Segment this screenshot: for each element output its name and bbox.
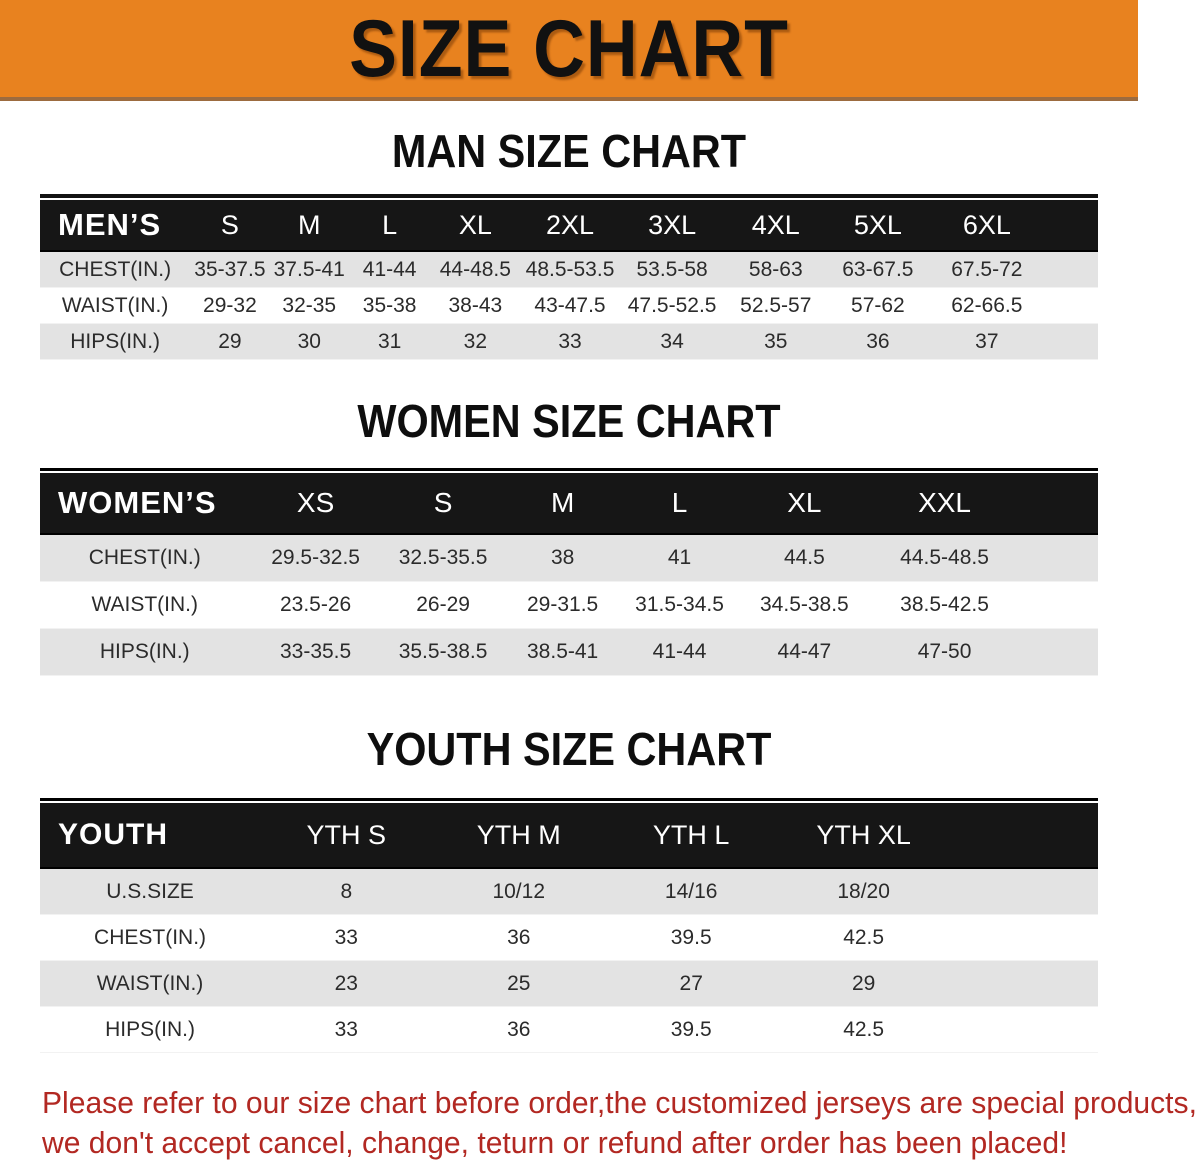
cell: 39.5 [605,1007,777,1053]
notice-line-2: we don't accept cancel, change, teturn or refund after order has been placed! [42,1125,1068,1160]
spacer-cell [1045,252,1098,288]
women-column-header: M [504,471,620,535]
cell: 36 [827,324,929,360]
cell: 31 [349,324,430,360]
youth-column-header: YTH XL [777,801,949,869]
section-heading-women: WOMEN SIZE CHART [357,395,781,447]
cell: 67.5-72 [929,252,1045,288]
section-heading-youth: YOUTH SIZE CHART [366,723,772,775]
cell: 29.5-32.5 [249,535,381,582]
cell: 35.5-38.5 [382,629,505,676]
cell: 42.5 [777,915,949,961]
cell: 32.5-35.5 [382,535,505,582]
banner [0,0,1138,101]
cell: 44-48.5 [430,252,520,288]
men-column-header: 3XL [620,198,725,252]
cell: 62-66.5 [929,288,1045,324]
men-column-header: L [349,198,430,252]
cell: 26-29 [382,582,505,629]
row-label: CHEST(IN.) [40,915,260,961]
men-column-header: M [270,198,349,252]
spacer-cell [1019,471,1098,535]
men-chest-row [40,252,1098,288]
banner-title: SIZE CHART [349,2,789,94]
cell: 33 [260,1007,432,1053]
cell: 38.5-42.5 [871,582,1019,629]
cell: 27 [605,961,777,1007]
row-label: HIPS(IN.) [40,324,190,360]
cell: 34 [620,324,725,360]
row-label: HIPS(IN.) [40,629,249,676]
spacer-cell [950,1007,1098,1053]
cell: 47.5-52.5 [620,288,725,324]
men-group-label: MEN’S [40,198,190,252]
men-column-header: 6XL [929,198,1045,252]
youth-size-table [40,798,1098,1053]
cell: 32-35 [270,288,349,324]
women-column-header: XXL [871,471,1019,535]
cell: 36 [433,1007,605,1053]
cell: 36 [433,915,605,961]
cell: 44-47 [738,629,870,676]
cell: 41-44 [349,252,430,288]
row-label: WAIST(IN.) [40,961,260,1007]
spacer-cell [950,801,1098,869]
women-hips-row [40,629,1098,676]
men-size-table [40,194,1098,360]
men-column-header: 5XL [827,198,929,252]
cell: 44.5 [738,535,870,582]
men-hips-row [40,324,1098,360]
spacer-cell [1019,582,1098,629]
cell: 33-35.5 [249,629,381,676]
cell: 32 [430,324,520,360]
spacer-cell [1045,288,1098,324]
cell: 37.5-41 [270,252,349,288]
section-heading-men: MAN SIZE CHART [391,125,747,177]
cell: 53.5-58 [620,252,725,288]
youth-waist-row [40,961,1098,1007]
cell: 38.5-41 [504,629,620,676]
cell: 35 [724,324,827,360]
cell: 29 [777,961,949,1007]
cell: 29-31.5 [504,582,620,629]
spacer-cell [950,915,1098,961]
cell: 52.5-57 [724,288,827,324]
women-column-header: XL [738,471,870,535]
row-label: HIPS(IN.) [40,1007,260,1053]
order-notice [42,1083,1197,1163]
row-label: CHEST(IN.) [40,535,249,582]
men-column-header: 2XL [520,198,619,252]
cell: 41 [621,535,738,582]
cell: 44.5-48.5 [871,535,1019,582]
cell: 35-38 [349,288,430,324]
men-header-row [40,198,1098,252]
cell: 30 [270,324,349,360]
cell: 23 [260,961,432,1007]
youth-ussize-row [40,869,1098,915]
cell: 41-44 [621,629,738,676]
men-column-header: S [190,198,269,252]
cell: 29 [190,324,269,360]
notice-line-1: Please refer to our size chart before order,the customized jerseys are special products, [42,1085,1197,1120]
women-column-header: XS [249,471,381,535]
youth-column-header: YTH S [260,801,432,869]
youth-hips-row [40,1007,1098,1053]
row-label: WAIST(IN.) [40,582,249,629]
cell: 48.5-53.5 [520,252,619,288]
spacer-cell [1045,198,1098,252]
cell: 58-63 [724,252,827,288]
men-waist-row [40,288,1098,324]
spacer-cell [1019,535,1098,582]
cell: 33 [520,324,619,360]
row-label: CHEST(IN.) [40,252,190,288]
men-column-header: XL [430,198,520,252]
women-group-label: WOMEN’S [40,471,249,535]
youth-column-header: YTH L [605,801,777,869]
women-column-header: S [382,471,505,535]
cell: 38 [504,535,620,582]
cell: 37 [929,324,1045,360]
youth-group-label: YOUTH [40,801,260,869]
cell: 31.5-34.5 [621,582,738,629]
cell: 47-50 [871,629,1019,676]
youth-column-header: YTH M [433,801,605,869]
cell: 18/20 [777,869,949,915]
row-label: U.S.SIZE [40,869,260,915]
cell: 42.5 [777,1007,949,1053]
women-header-row [40,471,1098,535]
cell: 39.5 [605,915,777,961]
cell: 43-47.5 [520,288,619,324]
spacer-cell [950,869,1098,915]
youth-chest-row [40,915,1098,961]
cell: 10/12 [433,869,605,915]
cell: 57-62 [827,288,929,324]
cell: 38-43 [430,288,520,324]
cell: 63-67.5 [827,252,929,288]
cell: 35-37.5 [190,252,269,288]
women-chest-row [40,535,1098,582]
women-column-header: L [621,471,738,535]
cell: 33 [260,915,432,961]
women-size-table [40,468,1098,676]
cell: 23.5-26 [249,582,381,629]
spacer-cell [1045,324,1098,360]
women-waist-row [40,582,1098,629]
cell: 25 [433,961,605,1007]
spacer-cell [1019,629,1098,676]
men-column-header: 4XL [724,198,827,252]
row-label: WAIST(IN.) [40,288,190,324]
cell: 29-32 [190,288,269,324]
youth-header-row [40,801,1098,869]
cell: 34.5-38.5 [738,582,870,629]
cell: 14/16 [605,869,777,915]
spacer-cell [950,961,1098,1007]
cell: 8 [260,869,432,915]
